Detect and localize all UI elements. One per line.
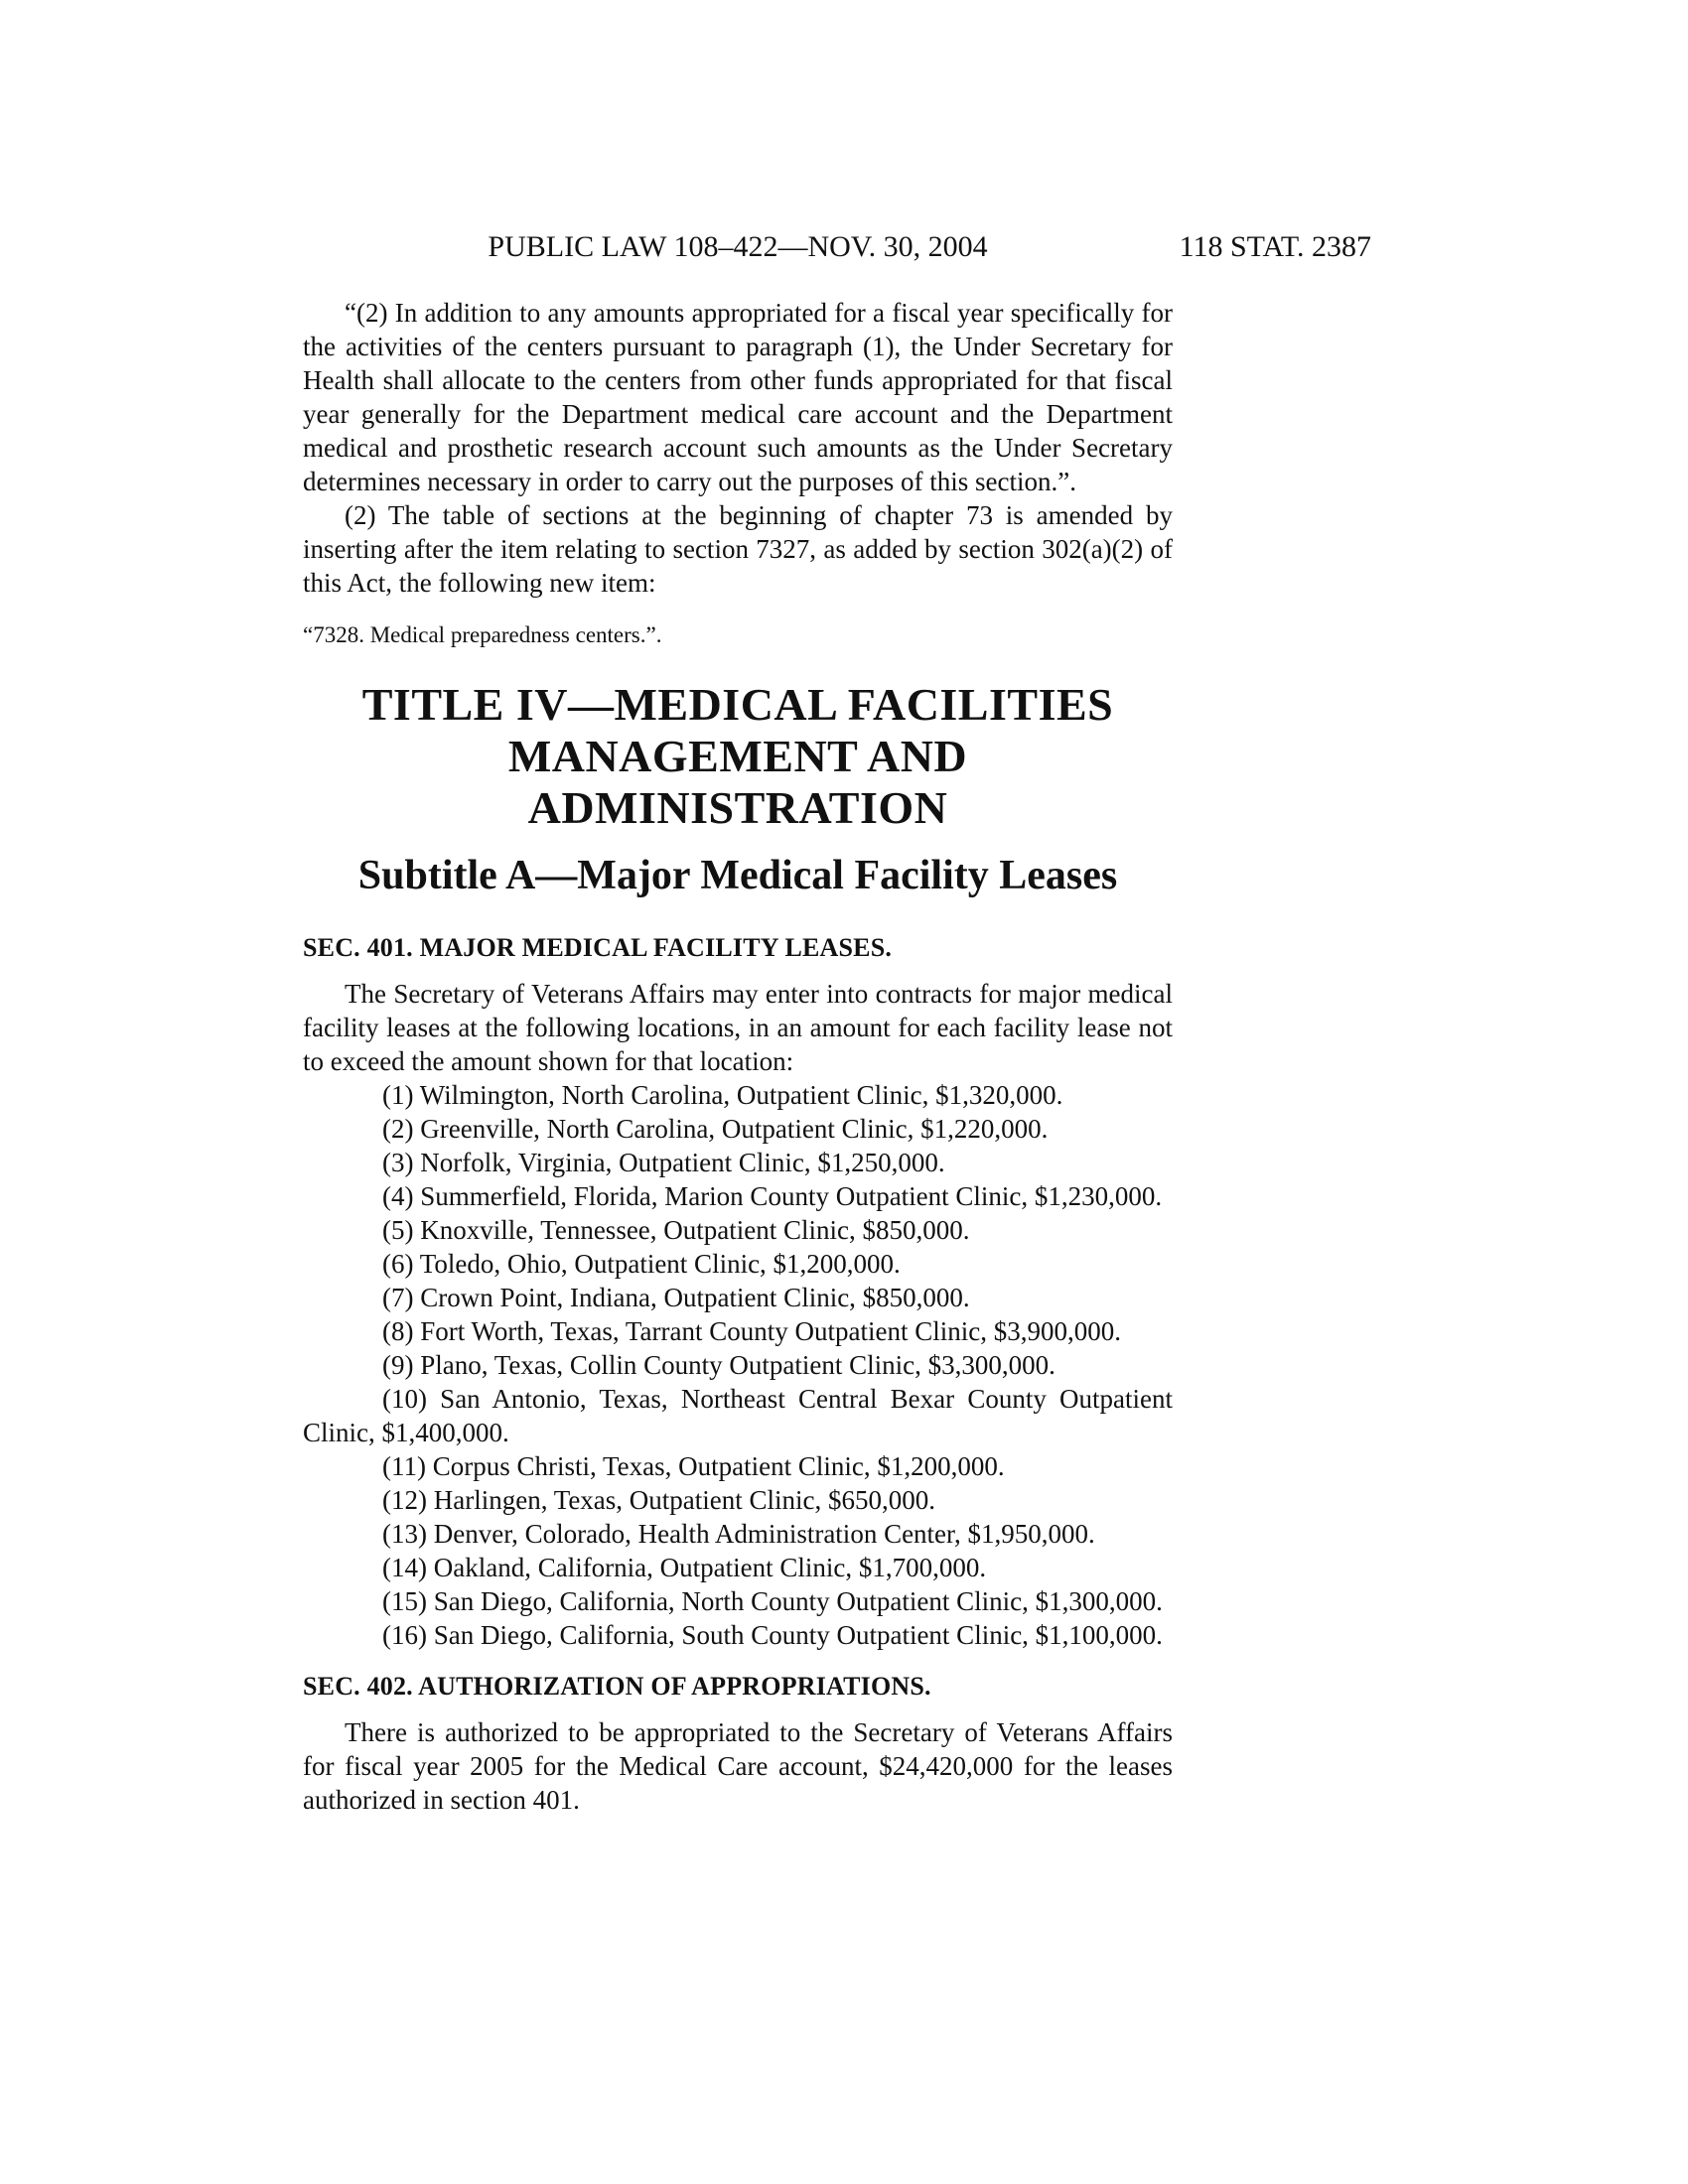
public-law-title: PUBLIC LAW 108–422—NOV. 30, 2004 [488,230,988,263]
lease-item: (8) Fort Worth, Texas, Tarrant County Outpatient Clinic, $3,900,000. [382,1316,1121,1346]
table-of-sections-item-note: “7328. Medical preparedness centers.”. [303,622,662,647]
lease-item: (6) Toledo, Ohio, Outpatient Clinic, $1,200,000. [382,1249,901,1279]
subtitle-a-heading: Subtitle A—Major Medical Facility Leases [357,853,1118,898]
stat-citation: 118 STAT. 2387 [1179,230,1371,263]
lease-item: (1) Wilmington, North Carolina, Outpatient Clinic, $1,320,000. [382,1080,1063,1110]
lease-item: (3) Norfolk, Virginia, Outpatient Clinic, $1,250,000. [382,1148,945,1177]
lease-item: (4) Summerfield, Florida, Marion County Outpatient Clinic, $1,230,000. [382,1181,1163,1211]
page-content [303,230,1371,1817]
lease-item: (14) Oakland, California, Outpatient Clinic, $1,700,000. [382,1553,987,1582]
lease-item: (11) Corpus Christi, Texas, Outpatient Clinic, $1,200,000. [382,1451,1005,1481]
lease-item: (5) Knoxville, Tennessee, Outpatient Clinic, $850,000. [382,1215,970,1245]
lease-item: (2) Greenville, North Carolina, Outpatient Clinic, $1,220,000. [382,1114,1049,1144]
running-head [303,230,1371,270]
lease-item: (12) Harlingen, Texas, Outpatient Clinic, $650,000. [382,1485,936,1515]
amendment-paragraph-table-of-sections: (2) The table of sections at the beginning of chapter 73 is amended by inserting after the item relating to section 7327, as added by section 302(a)(2) of this Act, the following new item: [303,500,1173,598]
sec-402-heading: SEC. 402. AUTHORIZATION OF APPROPRIATIONS. [303,1672,931,1701]
lease-item: (7) Crown Point, Indiana, Outpatient Clinic, $850,000. [382,1283,970,1312]
lease-item: (16) San Diego, California, South County Outpatient Clinic, $1,100,000. [382,1620,1163,1650]
sec-401-lead-paragraph: The Secretary of Veterans Affairs may enter into contracts for major medical facility leases at the following locations, in an amount for each facility lease not to exceed the amount shown for that location: [303,979,1173,1076]
sec-402-paragraph: There is authorized to be appropriated to the Secretary of Veterans Affairs for fiscal year 2005 for the Medical Care account, $24,420,000 for the leases authorized in section 401. [303,1717,1173,1815]
lease-item: (10) San Antonio, Texas, Northeast Central Bexar County Outpatient Clinic, $1,400,000. [303,1384,1173,1447]
lease-items-list [303,1078,1173,1652]
sec-401-heading: SEC. 401. MAJOR MEDICAL FACILITY LEASES. [303,933,893,962]
amendment-paragraph-allocation: “(2) In addition to any amounts appropriated for a fiscal year specifically for the activities of the centers pursuant to paragraph (1), the Under Secretary for Health shall allocate to the centers from other funds appropriated for that fiscal year generally for the Department medical care account and the Department medical and prosthetic research account such amounts as the Under Secretary determines necessary in order to carry out the purposes of this section.”. [303,298,1173,496]
lease-item: (15) San Diego, California, North County Outpatient Clinic, $1,300,000. [382,1586,1163,1616]
lease-item: (13) Denver, Colorado, Health Administration Center, $1,950,000. [382,1519,1095,1549]
title-iv-heading: TITLE IV—MEDICAL FACILITIES MANAGEMENT AND ADMINISTRATION [361,679,1114,833]
lease-item: (9) Plano, Texas, Collin County Outpatient Clinic, $3,300,000. [382,1350,1055,1380]
